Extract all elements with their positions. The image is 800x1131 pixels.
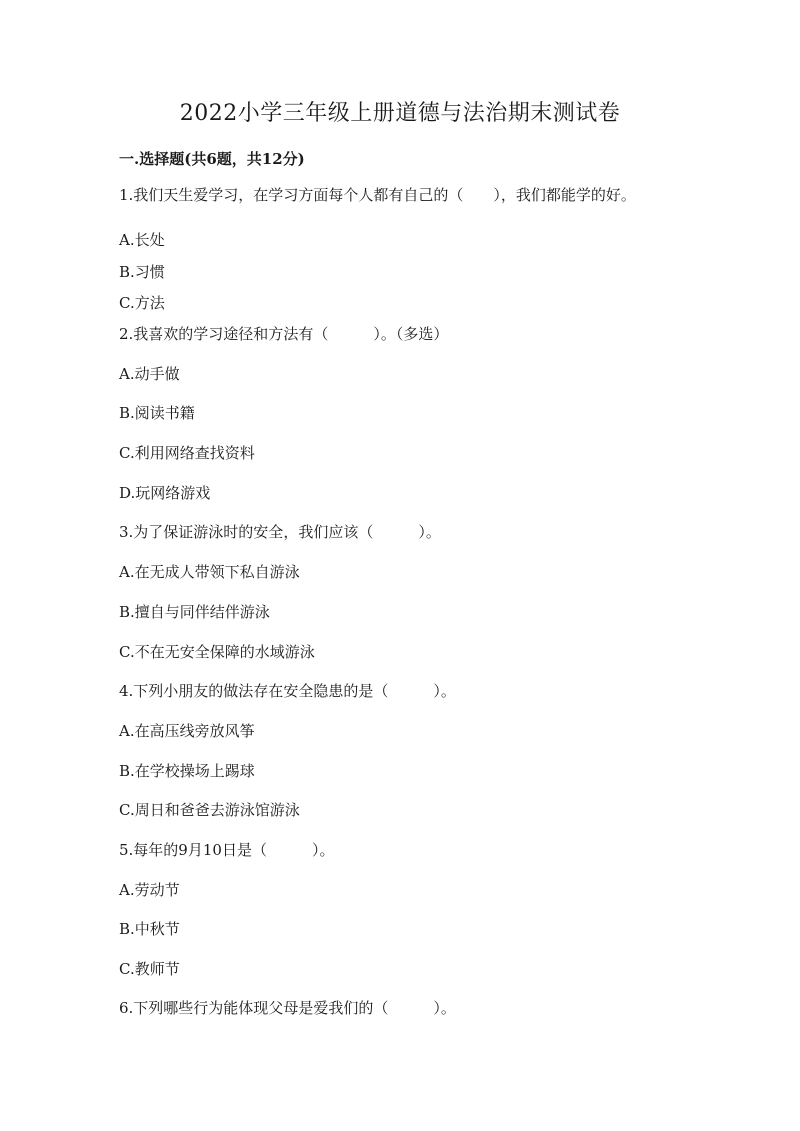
question-1-stem: 1.我们天生爱学习，在学习方面每个人都有自己的（ ），我们都能学的好。 bbox=[119, 186, 636, 204]
question-2-option-d: D.玩网络游戏 bbox=[119, 484, 211, 502]
question-2-option-c: C.利用网络查找资料 bbox=[119, 444, 255, 462]
question-3-option-b: B.擅自与同伴结伴游泳 bbox=[119, 603, 270, 621]
question-1-option-b: B.习惯 bbox=[119, 263, 165, 281]
question-3-option-a: A.在无成人带领下私自游泳 bbox=[119, 563, 300, 581]
question-6-stem: 6.下列哪些行为能体现父母是爱我们的（ ）。 bbox=[119, 999, 456, 1017]
question-4-option-a: A.在高压线旁放风筝 bbox=[119, 722, 255, 740]
question-4-option-b: B.在学校操场上踢球 bbox=[119, 762, 255, 780]
question-2-stem: 2.我喜欢的学习途径和方法有（ ）。（多选） bbox=[119, 325, 449, 343]
question-2-option-a: A.动手做 bbox=[119, 365, 180, 383]
question-1-option-a: A.长处 bbox=[119, 231, 165, 249]
section-heading: 一.选择题(共6题，共12分) bbox=[119, 150, 305, 168]
question-3-option-c: C.不在无安全保障的水域游泳 bbox=[119, 643, 315, 661]
question-3-stem: 3.为了保证游泳时的安全，我们应该（ ）。 bbox=[119, 523, 441, 541]
question-2-option-b: B.阅读书籍 bbox=[119, 404, 195, 422]
question-4-option-c: C.周日和爸爸去游泳馆游泳 bbox=[119, 801, 300, 819]
question-5-option-a: A.劳动节 bbox=[119, 881, 180, 899]
question-5-option-c: C.教师节 bbox=[119, 960, 180, 978]
page-title: 2022小学三年级上册道德与法治期末测试卷 bbox=[179, 101, 621, 126]
question-5-stem: 5.每年的9月10日是（ ）。 bbox=[119, 841, 335, 859]
question-4-stem: 4.下列小朋友的做法存在安全隐患的是（ ）。 bbox=[119, 682, 456, 700]
question-1-option-c: C.方法 bbox=[119, 294, 165, 312]
question-5-option-b: B.中秋节 bbox=[119, 920, 180, 938]
